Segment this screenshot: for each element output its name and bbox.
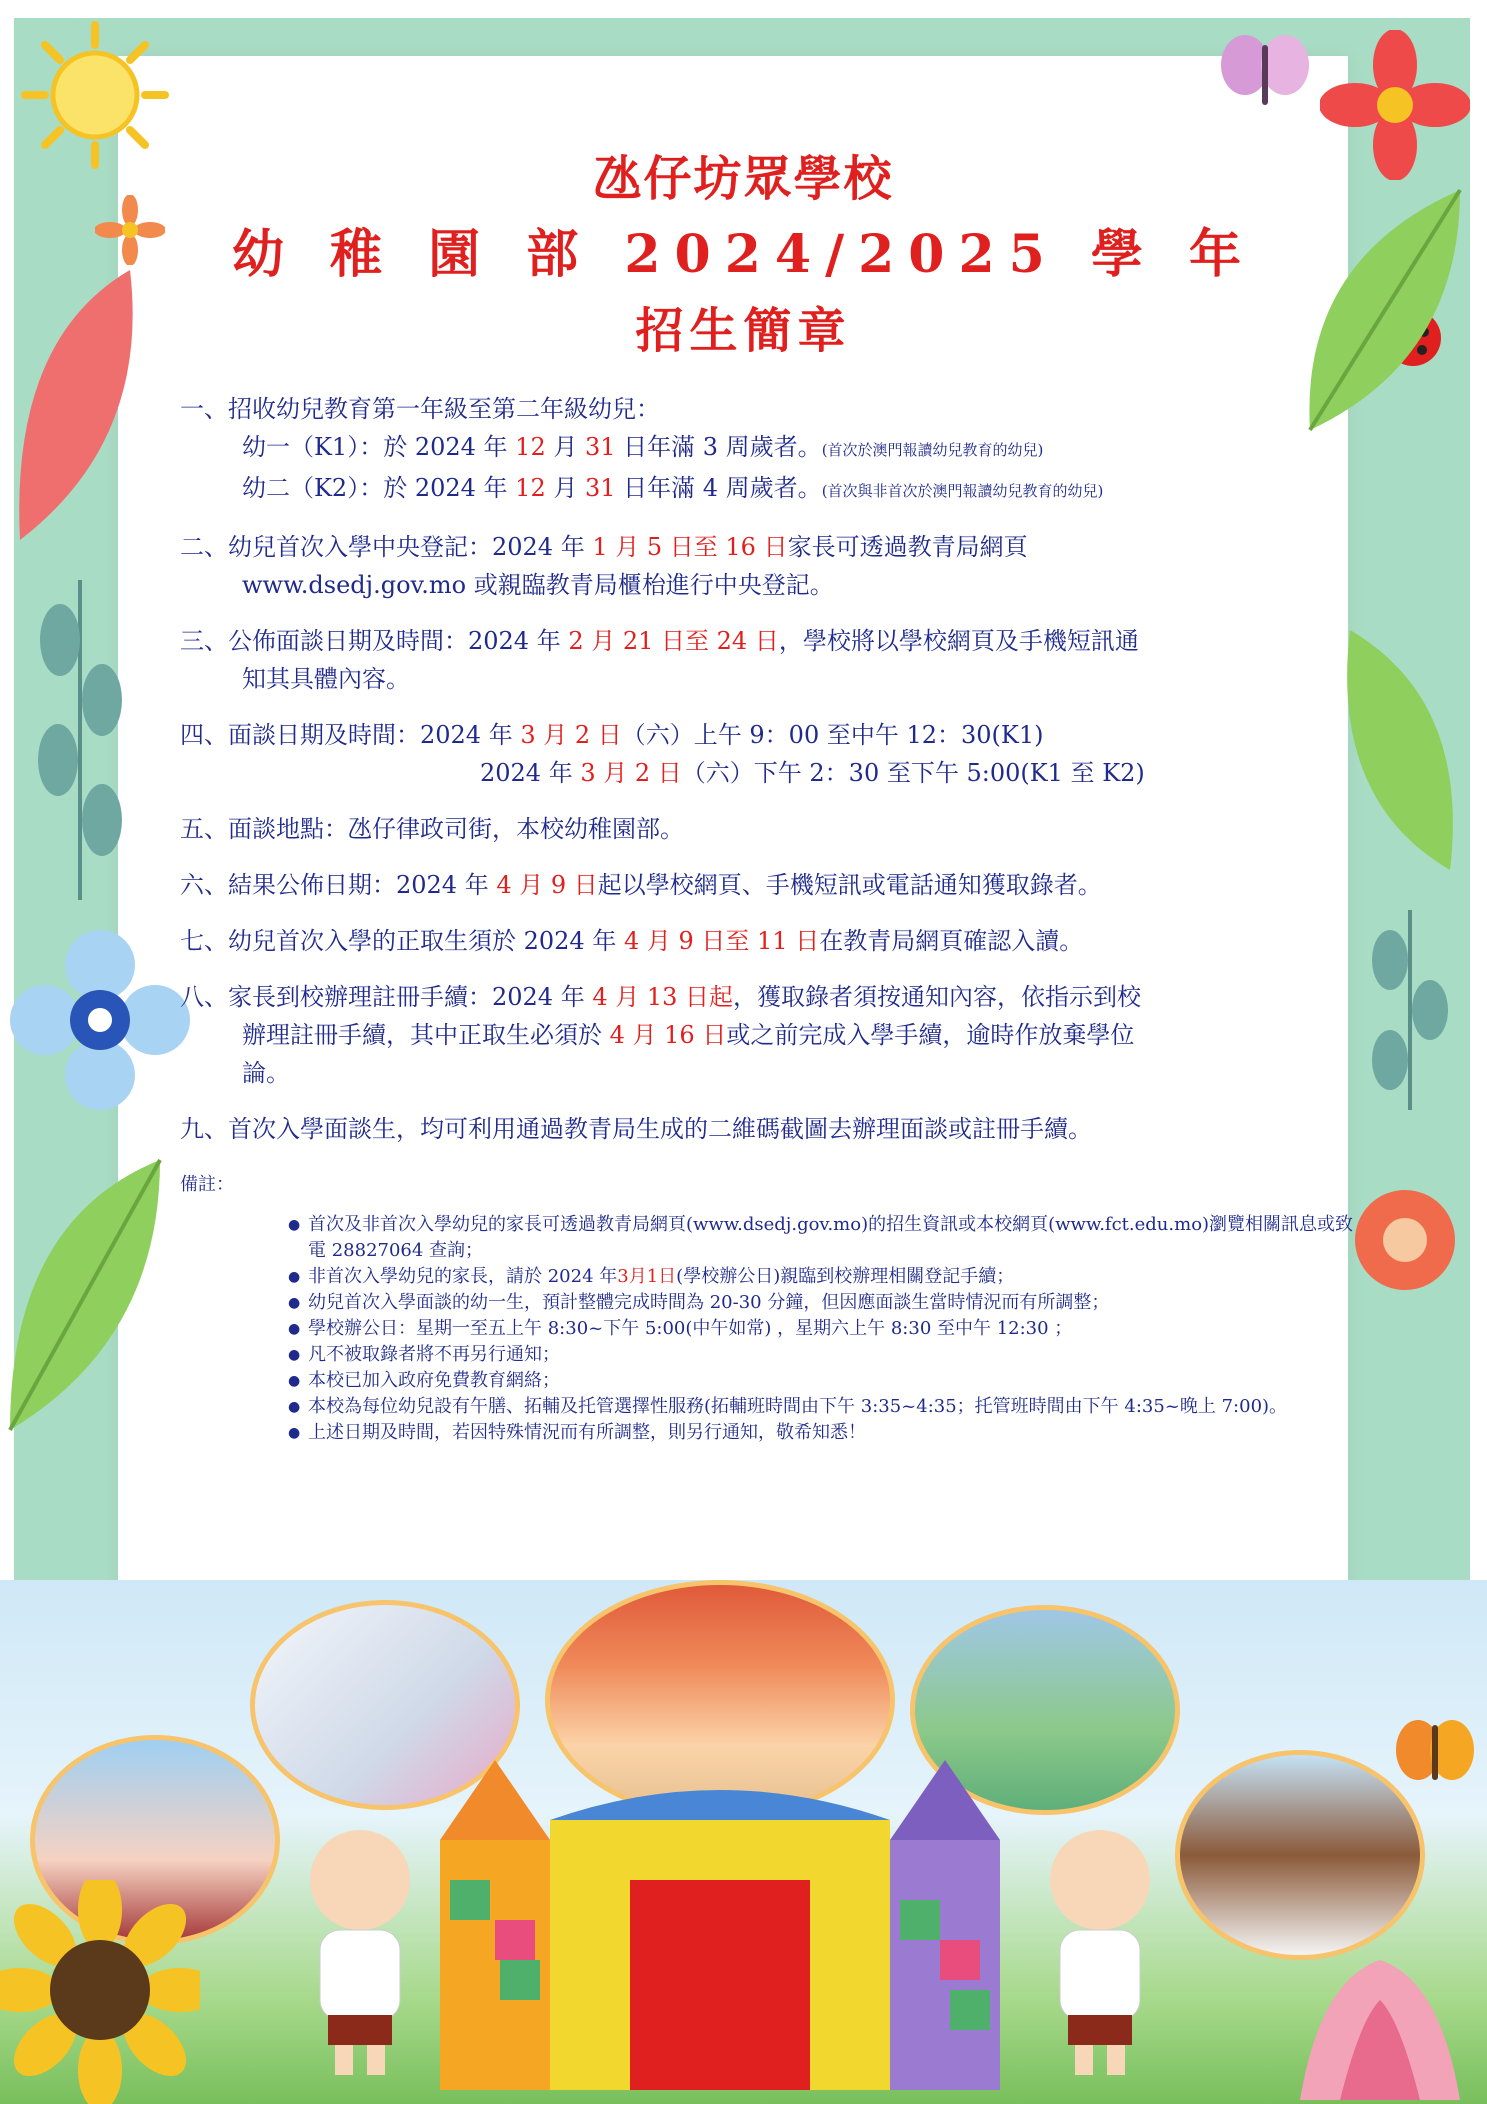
note-item [288, 1264, 1368, 1290]
item-5: 五、面談地點：氹仔律政司街，本校幼稚園部。 [180, 815, 684, 843]
document-title: 招生簡章 [635, 303, 852, 359]
item-1-heading: 一、招收幼兒教育第一年級至第二年級幼兒： [180, 395, 660, 423]
k2-day: 31 [584, 474, 616, 502]
k2-text: 月 [545, 474, 585, 502]
note-item: ● 凡不被取錄者將不再另行通知； [288, 1342, 1368, 1368]
butterfly-icon [1390, 1710, 1480, 1800]
tent-icon [420, 1760, 1020, 2090]
note-item: ● 上述日期及時間，若因特殊情況而有所調整，則另行通知，敬希知悉！ [288, 1420, 1368, 1446]
item-8-text: 或之前完成入學手續，逾時作放棄學位 [726, 1021, 1135, 1049]
item-3-text: 三、公佈面談日期及時間：2024 年 [180, 627, 569, 655]
item-2-text: www.dsedj.gov.mo 或親臨教青局櫃枱進行中央登記。 [242, 571, 834, 599]
item-8-text: 辦理註冊手續，其中正取生必須於 [242, 1021, 610, 1049]
item-3-text: 知其具體內容。 [242, 665, 410, 693]
notes-title: 備註： [180, 1174, 234, 1195]
item-9: 九、首次入學面談生，均可利用通過教青局生成的二維碼截圖去辦理面談或註冊手續。 [180, 1115, 1092, 1143]
photo-costumes [1175, 1750, 1425, 1960]
item-7 [180, 922, 1380, 960]
item-3-text: ，學校將以學校網頁及手機短訊通 [778, 627, 1139, 655]
note-text: 非首次入學幼兒的家長，請於 2024 年 [308, 1266, 618, 1287]
item-4-text: （六）下午 2：30 至下午 5:00(K1 至 K2) [681, 759, 1145, 787]
k1-line [180, 428, 1380, 469]
k2-note: (首次與非首次於澳門報讀幼兒教育的幼兒) [821, 482, 1104, 500]
sunflower-icon [0, 1880, 200, 2104]
item-4-date: 3 月 2 日 [580, 759, 682, 787]
flower-icon [1280, 1940, 1480, 2100]
k2-text: 幼二（K2）：於 2024 年 [242, 474, 516, 502]
item-6-text: 起以學校網頁、手機短訊或電話通知獲取錄者。 [597, 871, 1102, 899]
item-2-date: 1 月 5 日至 16 日 [592, 533, 788, 561]
item-1 [180, 390, 1380, 510]
k1-text: 幼一（K1）：於 2024 年 [242, 433, 516, 461]
k2-month: 12 [515, 474, 546, 502]
item-4 [180, 716, 1380, 792]
item-6 [180, 866, 1380, 904]
k1-month: 12 [515, 433, 546, 461]
item-7-date: 4 月 9 日至 11 日 [623, 927, 820, 955]
item-2-text: 家長可透過教青局網頁 [787, 533, 1028, 561]
item-8-date: 4 月 13 日起 [592, 983, 734, 1011]
item-7-text: 在教青局網頁確認入讀。 [819, 927, 1084, 955]
school-name: 氹仔坊眾學校 [593, 151, 894, 207]
leaf-icon [20, 560, 140, 910]
k1-text: 月 [545, 433, 585, 461]
item-8-text: 論。 [242, 1059, 290, 1087]
note-item: ● 學校辦公日：星期一至五上午 8:30~下午 5:00(中午如常) ，星期六上午 8:30 至中午 12:30 ； [288, 1316, 1368, 1342]
item-6-text: 六、結果公佈日期：2024 年 [180, 871, 497, 899]
notes-list [180, 1212, 1368, 1446]
admission-content [180, 390, 1380, 1446]
note-date: 3月1日 [617, 1266, 677, 1287]
item-4-text: （六）上午 9：00 至中午 12：30(K1) [621, 721, 1044, 749]
k1-day: 31 [584, 433, 616, 461]
item-8-text: ，獲取錄者須按通知內容，依指示到校 [733, 983, 1142, 1011]
k1-text: 日年滿 3 周歲者。 [615, 433, 822, 461]
item-8-text: 八、家長到校辦理註冊手續：2024 年 [180, 983, 593, 1011]
k2-line [180, 469, 1380, 510]
item-4-date: 3 月 2 日 [520, 721, 622, 749]
flower-icon [10, 930, 190, 1110]
item-7-text: 七、幼兒首次入學的正取生須於 2024 年 [180, 927, 624, 955]
item-3-date: 2 月 21 日至 24 日 [568, 627, 779, 655]
cartoon-child-icon [290, 1820, 430, 2080]
leaf-icon [0, 1140, 170, 1440]
school-year-heading: 幼 稚 園 部 2024/2025 學 年 [231, 224, 1256, 285]
note-item: ● 本校為每位幼兒設有午膳、拓輔及托管選擇性服務(拓輔班時間由下午 3:35~4:35；托管班時間由下午 4:35~晚上 7:00)。 [288, 1394, 1368, 1420]
k2-text: 日年滿 4 周歲者。 [615, 474, 822, 502]
note-item: ● 幼兒首次入學面談的幼一生，預計整體完成時間為 20-30 分鐘，但因應面談生當時情況而有所調整； [288, 1290, 1368, 1316]
note-text: (學校辦公日)親臨到校辦理相關登記手續； [676, 1266, 1015, 1287]
k1-note: (首次於澳門報讀幼兒教育的幼兒) [821, 441, 1044, 459]
note-item: ● 首次及非首次入學幼兒的家長可透過教青局網頁(www.dsedj.gov.mo)的招生資訊或本校網頁(www.fct.edu.mo)瀏覽相關訊息或致電 28827064 查詢； [288, 1212, 1368, 1264]
item-6-date: 4 月 9 日 [496, 871, 598, 899]
item-2-text: 二、幼兒首次入學中央登記：2024 年 [180, 533, 593, 561]
item-2 [180, 528, 1380, 604]
item-8-date: 4 月 16 日 [609, 1021, 727, 1049]
note-item: ● 本校已加入政府免費教育網絡； [288, 1368, 1368, 1394]
item-4-text: 2024 年 [480, 759, 581, 787]
cartoon-child-icon [1030, 1820, 1170, 2080]
item-3 [180, 622, 1380, 698]
butterfly-icon [1215, 25, 1315, 125]
item-4-text: 四、面談日期及時間：2024 年 [180, 721, 521, 749]
item-8 [180, 978, 1380, 1092]
